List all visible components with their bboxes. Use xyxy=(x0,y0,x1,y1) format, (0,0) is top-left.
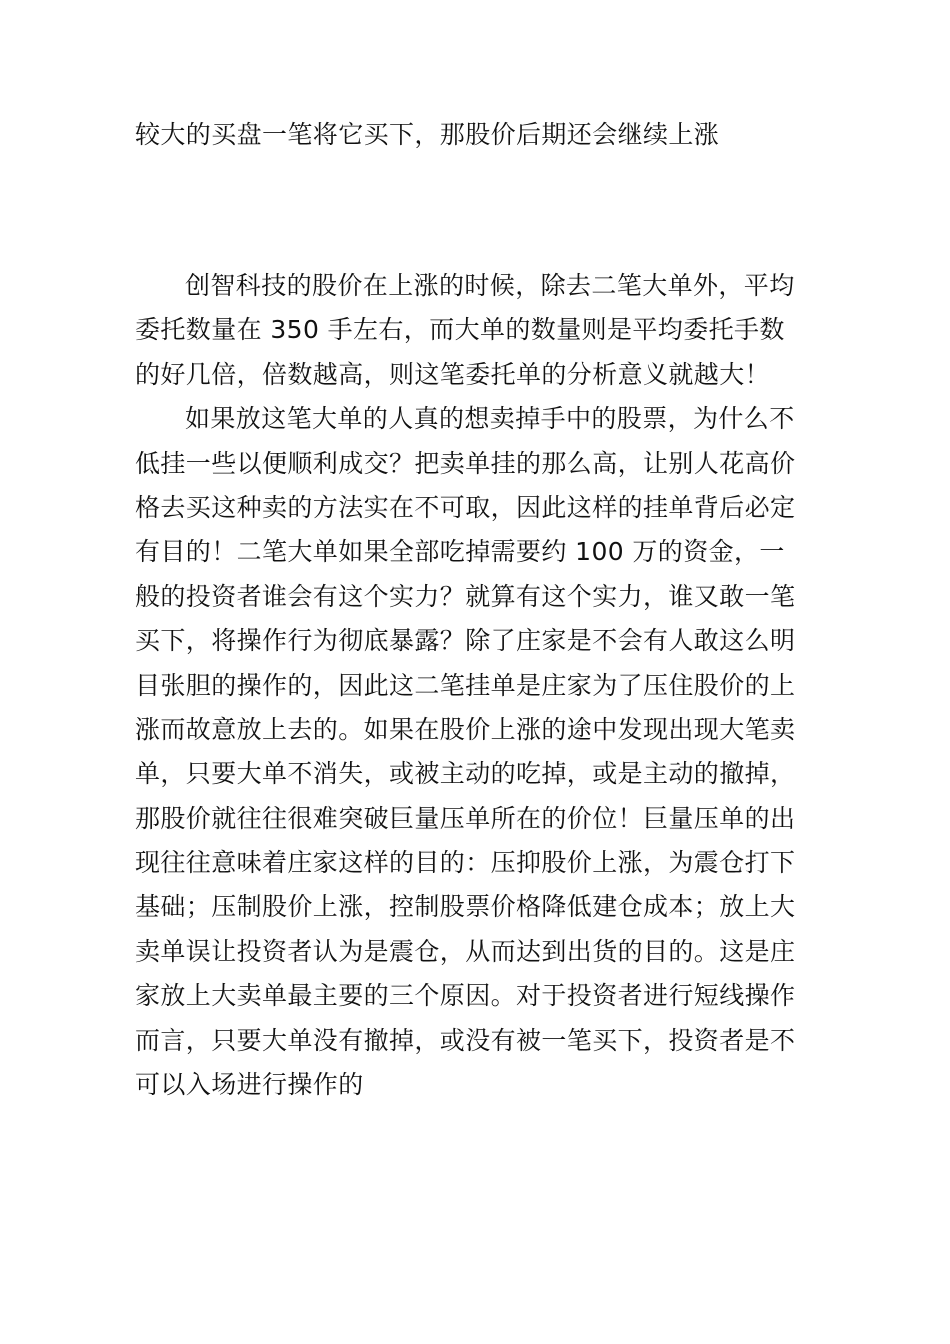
paragraph-line: 卖单误让投资者认为是震仓，从而达到出货的目的。这是庄 xyxy=(135,936,796,966)
paragraph-line: 低挂一些以便顺利成交？把卖单挂的那么高，让别人花高价 xyxy=(135,448,796,478)
paragraph-line: 可以入场进行操作的 xyxy=(135,1070,364,1100)
body-text xyxy=(135,264,800,1107)
paragraph-line: 创智科技的股价在上涨的时候，除去二笔大单外，平均 xyxy=(185,271,795,300)
paragraph-line: 般的投资者谁会有这个实力？就算有这个实力，谁又敢一笔 xyxy=(135,581,796,611)
paragraph-line: 目张胆的操作的，因此这二笔挂单是庄家为了压住股价的上 xyxy=(135,670,796,700)
paragraph-line: 有目的！二笔大单如果全部吃掉需要约 100 万的资金，一 xyxy=(135,537,785,567)
paragraph-line: 委托数量在 350 手左右，而大单的数量则是平均委托手数 xyxy=(135,315,785,345)
paragraph-line: 家放上大卖单最主要的三个原因。对于投资者进行短线操作 xyxy=(135,981,796,1011)
paragraph-line: 现往往意味着庄家这样的目的：压抑股价上涨，为震仓打下 xyxy=(135,848,796,878)
paragraph-line: 买下，将操作行为彻底暴露？除了庄家是不会有人敢这么明 xyxy=(135,626,796,656)
paragraph-line: 而言，只要大单没有撤掉，或没有被一笔买下，投资者是不 xyxy=(135,1025,796,1055)
paragraph-line: 涨而故意放上去的。如果在股价上涨的途中发现出现大笔卖 xyxy=(135,714,796,744)
paragraph-line: 的好几倍，倍数越高，则这笔委托单的分析意义就越大！ xyxy=(135,359,771,389)
paragraph-line: 基础；压制股价上涨，控制股票价格降低建仓成本；放上大 xyxy=(135,892,796,922)
continued-line: 较大的买盘一笔将它买下，那股价后期还会继续上涨 xyxy=(135,120,720,149)
paragraph-line: 格去买这种卖的方法实在不可取，因此这样的挂单背后必定 xyxy=(135,492,796,522)
paragraph-line: 那股价就往往很难突破巨量压单所在的价位！巨量压单的出 xyxy=(135,803,796,833)
paragraph-line: 单，只要大单不消失，或被主动的吃掉，或是主动的撤掉， xyxy=(135,759,796,789)
paragraph-line: 如果放这笔大单的人真的想卖掉手中的股票，为什么不 xyxy=(185,404,795,434)
